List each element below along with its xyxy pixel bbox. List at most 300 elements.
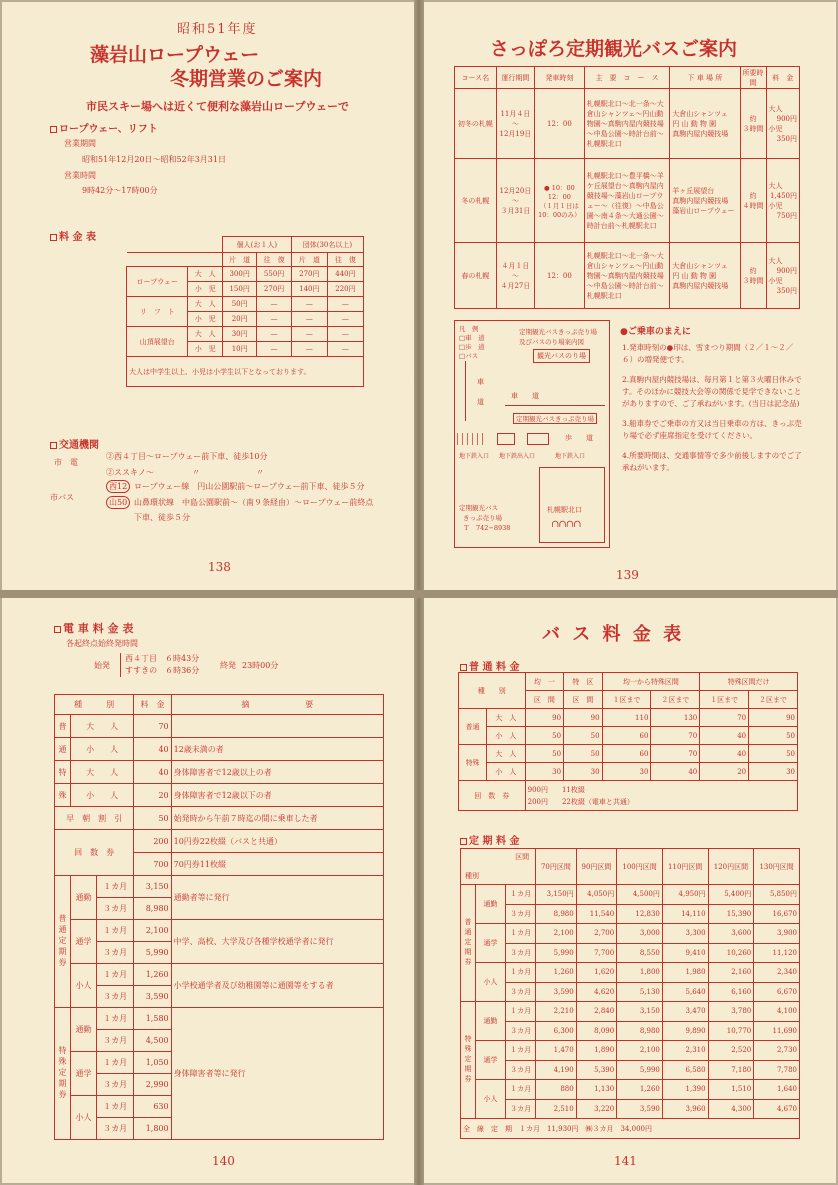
table-row — [461, 963, 800, 983]
teiki-months: １カ月 — [97, 876, 134, 898]
fare-adult-label: 大人 — [768, 256, 783, 265]
row-group: 特殊 — [459, 745, 487, 781]
stops-cell — [670, 243, 740, 309]
route-line: 園〜南４条〜大通公園〜 — [586, 211, 664, 220]
departure-time: 12：00 — [535, 243, 585, 309]
teiki-fare: 630 — [134, 1096, 171, 1118]
teiki-sub: 通勤 — [71, 876, 97, 920]
section-ropeway-label: ロープウェー、リフト — [59, 124, 158, 135]
note-item: 2.真駒内屋内競技場は、毎月第１と第３火曜日休みです。そのほかに競技大会等の関係で見学できないことがありますので、ご了承ねがいます。(当日は記念品) — [622, 375, 802, 408]
bus-stop-sign: 観光バスのり場 — [533, 349, 590, 363]
section-pass-fares — [460, 832, 519, 847]
table-row — [461, 904, 800, 924]
period-start: ４月１日 — [501, 261, 530, 270]
row-age: 小 人 — [487, 727, 525, 745]
fare-head-oneway: 片 道 — [222, 253, 256, 267]
pass-fare: 6,580 — [662, 1060, 708, 1080]
pass-fare: 1,980 — [662, 963, 708, 983]
map-note: 定期観光バスきっぷ売り場 — [519, 328, 597, 336]
fare-cell: 90 — [525, 709, 563, 727]
col-header: 料 金 — [766, 67, 799, 89]
pass-fare: 1,130 — [576, 1080, 617, 1100]
pass-fare: 4,300 — [708, 1099, 754, 1119]
col-subheader: １区まで — [602, 691, 651, 709]
table-row — [461, 924, 800, 944]
fare-cell: 30 — [525, 763, 563, 781]
fare-head-individual: 個人(お１人) — [222, 237, 291, 253]
route-cell — [584, 243, 670, 309]
pass-fare: 4,620 — [576, 982, 617, 1002]
pass-months: １カ月 — [506, 963, 536, 983]
fare-cell: — — [257, 312, 291, 327]
col-header: 発車時刻 — [535, 67, 585, 89]
duration-prefix: 約 — [749, 191, 757, 200]
pass-fare: 880 — [536, 1080, 577, 1100]
row-note: 身体障害者で12歳以下の者 — [171, 784, 383, 807]
row-note: 10円券22枚綴（バスと共通） — [171, 830, 383, 853]
table-row — [461, 1119, 800, 1139]
teiki-fare: 1,800 — [134, 1118, 171, 1140]
fare-cell: 270円 — [291, 267, 327, 282]
teiki-fare: 2,990 — [134, 1074, 171, 1096]
departure-time: ● 10：00 12：00 （１月１日は 10：00のみ） — [535, 159, 585, 243]
pass-fare: 2,700 — [576, 924, 617, 944]
notes-list — [622, 342, 802, 474]
fare-adult-label: 大人 — [768, 104, 783, 113]
pass-sub: 通学 — [476, 1041, 506, 1080]
section-tram-fares-label: 電 車 料 金 表 — [63, 622, 134, 635]
period-start: 11月４日 — [500, 109, 531, 118]
section-marker-icon — [50, 126, 57, 133]
col-subheader: 区 間 — [564, 691, 602, 709]
pass-fare: 2,210 — [536, 1002, 577, 1022]
fare-cell: 140円 — [291, 282, 327, 297]
pass-fare: 5,640 — [662, 982, 708, 1002]
time-label: 営業時間 — [64, 171, 96, 180]
pass-fare: 1,620 — [576, 963, 617, 983]
note-item: 1.発車時刻の●印は、雪まつり期間（２／１〜２／６）の増発便です。 — [622, 343, 794, 364]
section-pass-fares-label: 定 期 料 金 — [469, 836, 520, 847]
fare-cell: 50 — [749, 727, 798, 745]
pass-months: １カ月 — [506, 924, 536, 944]
coupon-info — [525, 781, 797, 811]
table-row — [461, 1060, 800, 1080]
table-row — [461, 1041, 800, 1061]
fare-cell: 60 — [602, 745, 651, 763]
fare-cell: — — [327, 312, 363, 327]
pass-fare: 14,110 — [662, 904, 708, 924]
teiki-fare: 1,580 — [134, 1008, 171, 1030]
period-start: 12月20日 — [499, 186, 532, 195]
pass-fare: 3,300 — [662, 924, 708, 944]
period-cell — [496, 159, 534, 243]
pass-fare: 5,390 — [576, 1060, 617, 1080]
fare-cell: — — [327, 297, 363, 312]
section-fares — [50, 228, 96, 243]
fare-cell: 50 — [564, 745, 602, 763]
pass-fare: 3,590 — [617, 1099, 663, 1119]
col-header: 120円区間 — [708, 849, 754, 885]
teiki-sub: 小人 — [71, 964, 97, 1008]
section-ropeway — [50, 120, 158, 135]
departure-time: 12：00 — [535, 89, 585, 159]
row-type: 大 人 — [71, 761, 134, 784]
pass-fare: 5,130 — [617, 982, 663, 1002]
pass-fare: 11,120 — [754, 943, 800, 963]
duration-value: ３時間 — [742, 124, 764, 133]
section-transport-label: 交通機関 — [59, 440, 99, 451]
row-fare: 700 — [134, 853, 171, 876]
fare-head-round: 往 復 — [257, 253, 291, 267]
section-transport — [50, 436, 99, 451]
map-contact-1: 定期観光バス — [459, 504, 498, 512]
fare-cell: — — [291, 327, 327, 342]
teiki-group: 特殊定期券 — [55, 1008, 71, 1140]
fare-child: 350円 — [776, 286, 797, 295]
row-fare: 70 — [134, 715, 171, 738]
pass-months: １カ月 — [506, 1002, 536, 1022]
pass-fare: 5,990 — [617, 1060, 663, 1080]
pass-fare: 4,100 — [754, 1002, 800, 1022]
pass-fare: 7,700 — [576, 943, 617, 963]
section-marker-icon — [54, 626, 61, 633]
fare-cell: 50 — [525, 745, 563, 763]
pass-fare: 2,520 — [708, 1041, 754, 1061]
fare-cell: 50 — [749, 745, 798, 763]
section-marker-icon — [50, 442, 57, 449]
fare-cell: 70 — [651, 727, 700, 745]
col-header: 110円区間 — [662, 849, 708, 885]
fare-head-round2: 往 復 — [327, 253, 363, 267]
fare-cell: 130 — [651, 709, 700, 727]
title-line1: 藻岩山ロープウェー — [90, 44, 260, 66]
map-block — [497, 433, 515, 445]
fare-child: 750円 — [776, 211, 797, 220]
note-item: 4.所要時間は、交通事情等で多少前後しますのでご了承ねがいます。 — [622, 451, 802, 472]
col-header: 運行期間 — [496, 67, 534, 89]
fare-cell: 40 — [700, 745, 749, 763]
fare-cell: 550円 — [257, 267, 291, 282]
route-line: ケ丘展望台〜真駒内屋内 — [586, 181, 664, 190]
pass-fare: 7,780 — [754, 1060, 800, 1080]
stop-line: 大倉山シャンツェ — [672, 109, 728, 118]
teiki-sub: 通勤 — [71, 1008, 97, 1052]
pass-fare: 2,160 — [708, 963, 754, 983]
section-regular-fares — [460, 658, 519, 673]
col-header: 所要時間 — [740, 67, 766, 89]
map-block — [527, 433, 549, 445]
fare-cell: 110 — [602, 709, 651, 727]
route-cell — [584, 159, 670, 243]
table-row — [461, 943, 800, 963]
period-end: 12月19日 — [499, 129, 532, 138]
regular-fare-table — [458, 672, 798, 811]
fare-cell: 30 — [749, 763, 798, 781]
teiki-months: １カ月 — [97, 964, 134, 986]
map-walk-label: 歩 道 — [565, 434, 593, 442]
legend-road: □車 道 — [459, 334, 485, 342]
teiki-fare: 3,150 — [134, 876, 171, 898]
fare-cell: 30円 — [222, 327, 256, 342]
route-line: 〜中島公園〜時計台前〜 — [586, 281, 664, 290]
pass-fare: 11,540 — [576, 904, 617, 924]
col-header: 90円区間 — [576, 849, 617, 885]
teiki-months: １カ月 — [97, 1008, 134, 1030]
period-cell — [496, 89, 534, 159]
stops-cell — [670, 89, 740, 159]
tram-route-2: ②ススキノ〜 — [106, 468, 154, 477]
row-note: 12歳未満の者 — [171, 738, 383, 761]
col-header: 130円区間 — [754, 849, 800, 885]
page-141 — [424, 598, 836, 1183]
pass-fare: 6,300 — [536, 1021, 577, 1041]
pass-group: 特殊定期券 — [461, 1002, 476, 1119]
stops-cell — [670, 159, 740, 243]
section-fares-label: 料 金 表 — [59, 232, 96, 243]
row-group: 特 — [55, 761, 71, 784]
table-row — [461, 982, 800, 1002]
fare-head-group: 団体(30名以上) — [291, 237, 363, 253]
teiki-fare: 2,100 — [134, 920, 171, 942]
pass-fare: 2,100 — [617, 1041, 663, 1061]
fare-table — [126, 236, 364, 387]
first-time-2: すすきの ６時36分 — [125, 666, 200, 675]
pass-fare: 3,470 — [662, 1002, 708, 1022]
pass-header-kind: 種別 — [465, 872, 479, 880]
legend-title: 凡 例 — [459, 325, 479, 333]
fare-cell: 220円 — [327, 282, 363, 297]
fare-adult: 1,450円 — [769, 191, 797, 200]
col-subheader: 区 間 — [525, 691, 563, 709]
teiki-sub: 小人 — [71, 1096, 97, 1140]
pass-months: ３カ月 — [506, 943, 536, 963]
stop-line: 円 山 動 物 園 — [672, 271, 717, 280]
pass-fare: 6,670 — [754, 982, 800, 1002]
pass-months: ３カ月 — [506, 1021, 536, 1041]
col-header: 摘 要 — [171, 695, 383, 715]
fare-cell — [766, 89, 799, 159]
pass-fare: 8,980 — [617, 1021, 663, 1041]
fare-row-age: 小 児 — [188, 282, 222, 297]
teiki-note: 小学校通学者及び幼稚園等に通園等をする者 — [171, 964, 383, 1008]
fare-cell: 20 — [700, 763, 749, 781]
row-group: 殊 — [55, 784, 71, 807]
fare-cell: 20円 — [222, 312, 256, 327]
pass-fare: 1,260 — [617, 1080, 663, 1100]
row-type: 小 人 — [71, 784, 134, 807]
section-marker-icon — [50, 234, 57, 241]
page-number: 140 — [212, 1154, 235, 1168]
map-note-2: 及びバスのり場案内図 — [519, 338, 584, 346]
page-title: バ ス 料 金 表 — [542, 624, 685, 645]
fare-cell: 70 — [651, 745, 700, 763]
fare-cell: 90 — [564, 709, 602, 727]
route-line: 物園〜真駒内屋内競技場 — [586, 271, 664, 280]
fare-row-name: 山頂展望台 — [127, 327, 188, 357]
pass-fare: 4,670 — [754, 1099, 800, 1119]
fare-cell: 40 — [651, 763, 700, 781]
route-line: 〜中島公園〜時計台前〜 — [586, 129, 664, 138]
pass-fare: 16,670 — [754, 904, 800, 924]
pass-fare-table — [460, 848, 800, 1139]
time-text: 9時42分〜17時00分 — [82, 186, 158, 195]
pass-fare: 1,890 — [576, 1041, 617, 1061]
route-line: 物園〜真駒内屋内競技場 — [586, 119, 664, 128]
fare-cell: — — [327, 342, 363, 357]
pass-months: ３カ月 — [506, 1099, 536, 1119]
period-text: 昭和51年12月20日〜昭和52年3月31日 — [82, 155, 226, 164]
bus-route-no-1: 西12 — [106, 480, 130, 493]
row-group: 普 — [55, 715, 71, 738]
pass-sub: 小人 — [476, 963, 506, 1002]
hours-label: 営業期間 — [64, 139, 96, 148]
map-exit-3: 地下鉄入口 — [555, 453, 586, 460]
teiki-months: ３カ月 — [97, 1030, 134, 1052]
col-subheader: ２区まで — [651, 691, 700, 709]
row-type: 回 数 券 — [55, 830, 134, 876]
page-title: さっぽろ定期観光バスご案内 — [490, 38, 738, 60]
fare-cell: — — [257, 327, 291, 342]
map-legend — [459, 325, 485, 361]
route-line: 札幌駅北口 — [586, 291, 622, 300]
col-header: 料 金 — [134, 695, 171, 715]
col-header: 特殊区間だけ — [700, 673, 798, 691]
pass-fare: 1,470 — [536, 1041, 577, 1061]
fare-cell: 40 — [700, 727, 749, 745]
pass-fare: 6,160 — [708, 982, 754, 1002]
fare-child-label: 小児 — [768, 201, 783, 210]
teiki-fare: 4,500 — [134, 1030, 171, 1052]
stop-line: 羊ヶ丘展望台 — [672, 186, 715, 195]
section-marker-icon — [460, 664, 467, 671]
pass-group: 普通定期券 — [461, 885, 476, 1002]
teiki-sub: 通学 — [71, 1052, 97, 1096]
map-road-line — [465, 361, 466, 421]
teiki-months: ３カ月 — [97, 986, 134, 1008]
pass-fare: 4,050円 — [576, 885, 617, 905]
pass-fare: 1,640 — [754, 1080, 800, 1100]
teiki-months: １カ月 — [97, 920, 134, 942]
pass-months: ３カ月 — [506, 904, 536, 924]
fare-cell: — — [257, 342, 291, 357]
pass-fare: 10,260 — [708, 943, 754, 963]
teiki-group: 普通定期券 — [55, 876, 71, 1008]
coupon-line-2: 200円 22枚綴（電車と共通） — [527, 797, 634, 806]
coupon-line-1: 900円 11枚綴 — [527, 785, 585, 794]
route-line: 札幌駅北口〜豊平橋〜羊 — [586, 171, 664, 180]
pass-sub: 小人 — [476, 1080, 506, 1119]
table-row — [461, 1099, 800, 1119]
teiki-fare: 1,260 — [134, 964, 171, 986]
pass-fare: 3,600 — [708, 924, 754, 944]
fare-cell: 50円 — [222, 297, 256, 312]
map-exit-1: 地下鉄入口 — [459, 453, 490, 460]
duration-prefix: 約 — [749, 114, 757, 123]
schedule-sub: 各起終点始終発時間 — [66, 639, 138, 648]
col-header: 主 要 コ ー ス — [584, 67, 670, 89]
map-tel: Ｔ 742−8938 — [463, 524, 511, 532]
teiki-fare: 8,980 — [134, 898, 171, 920]
row-fare: 200 — [134, 830, 171, 853]
row-fare: 40 — [134, 761, 171, 784]
row-note — [171, 715, 383, 738]
col-subheader: １区まで — [700, 691, 749, 709]
fare-cell: 150円 — [222, 282, 256, 297]
map-exit-2: 地下鉄出入口 — [499, 453, 536, 460]
pass-fare: 3,780 — [708, 1002, 754, 1022]
stop-line: 真駒内屋内競技場 — [672, 129, 729, 138]
tram-route-2-ditto: 〃 〃 — [192, 468, 264, 477]
period-sep: 〜 — [511, 119, 519, 128]
pass-fare: 1,260 — [536, 963, 577, 983]
teiki-months: ３カ月 — [97, 1118, 134, 1140]
route-line: ェー〜（往復）〜中島公 — [586, 201, 664, 210]
pass-header-zone: 区間 — [515, 853, 530, 861]
fare-adult: 900円 — [776, 266, 797, 275]
row-type: 早 朝 割 引 — [55, 807, 134, 830]
col-header: 下 車 場 所 — [670, 67, 740, 89]
route-line: 札幌駅北口〜北一条〜大 — [586, 99, 664, 108]
pass-months: １カ月 — [506, 1041, 536, 1061]
legend-bus: □バス — [459, 352, 479, 360]
section-regular-fares-label: 普 通 料 金 — [469, 662, 520, 673]
pass-fare: 1,390 — [662, 1080, 708, 1100]
last-label: 終発 — [220, 661, 236, 670]
row-fare: 50 — [134, 807, 171, 830]
pass-fare: 2,340 — [754, 963, 800, 983]
course-name: 冬の札幌 — [455, 159, 497, 243]
route-line: 札幌駅北口〜北一条〜大 — [586, 251, 664, 260]
duration-value: ４時間 — [742, 201, 764, 210]
section-marker-icon — [460, 838, 467, 845]
pass-corner-header — [461, 849, 536, 885]
row-fare: 40 — [134, 738, 171, 761]
row-group: 通 — [55, 738, 71, 761]
route-cell — [584, 89, 670, 159]
teiki-note: 中学、高校、大学及び各種学校通学者に発行 — [171, 920, 383, 964]
period-end: ３月31日 — [500, 206, 531, 215]
stop-line: 円 山 動 物 園 — [672, 119, 717, 128]
teiki-months: ３カ月 — [97, 1074, 134, 1096]
tram-route-1: ②西４丁目〜ロープウェー前下車、徒歩10分 — [106, 452, 268, 461]
col-header: 100円区間 — [617, 849, 663, 885]
pass-fare: 2,100 — [536, 924, 577, 944]
page-139 — [424, 2, 836, 590]
fare-cell: 50 — [564, 727, 602, 745]
fare-cell: 70 — [700, 709, 749, 727]
pass-fare: 10,770 — [708, 1021, 754, 1041]
station-doors-icon: ∩∩∩∩ — [551, 519, 581, 530]
col-header: 特 区 — [564, 673, 602, 691]
pass-fare: 3,900 — [754, 924, 800, 944]
pass-fare: 5,400円 — [708, 885, 754, 905]
fare-cell: 30 — [564, 763, 602, 781]
pass-fare: 15,390 — [708, 904, 754, 924]
fare-row-name: リ フ ト — [127, 297, 188, 327]
row-type: 小 人 — [71, 738, 134, 761]
last-time: 23時00分 — [242, 661, 279, 670]
subtitle: 市民スキー場へは近くて便利な藻岩山ロープウェーで — [86, 100, 350, 113]
stop-line: 大倉山シャンツェ — [672, 261, 728, 270]
table-row — [461, 885, 800, 905]
fare-child-label: 小児 — [768, 124, 783, 133]
first-label: 始発 — [94, 661, 110, 670]
row-note: 始発時から午前７時迄の間に乗車した者 — [171, 807, 383, 830]
stop-line: 真駒内屋内競技場 — [672, 281, 729, 290]
notes-title: ●ご乗車のまえに — [620, 327, 691, 337]
table-row — [461, 1002, 800, 1022]
teiki-months: １カ月 — [97, 1052, 134, 1074]
